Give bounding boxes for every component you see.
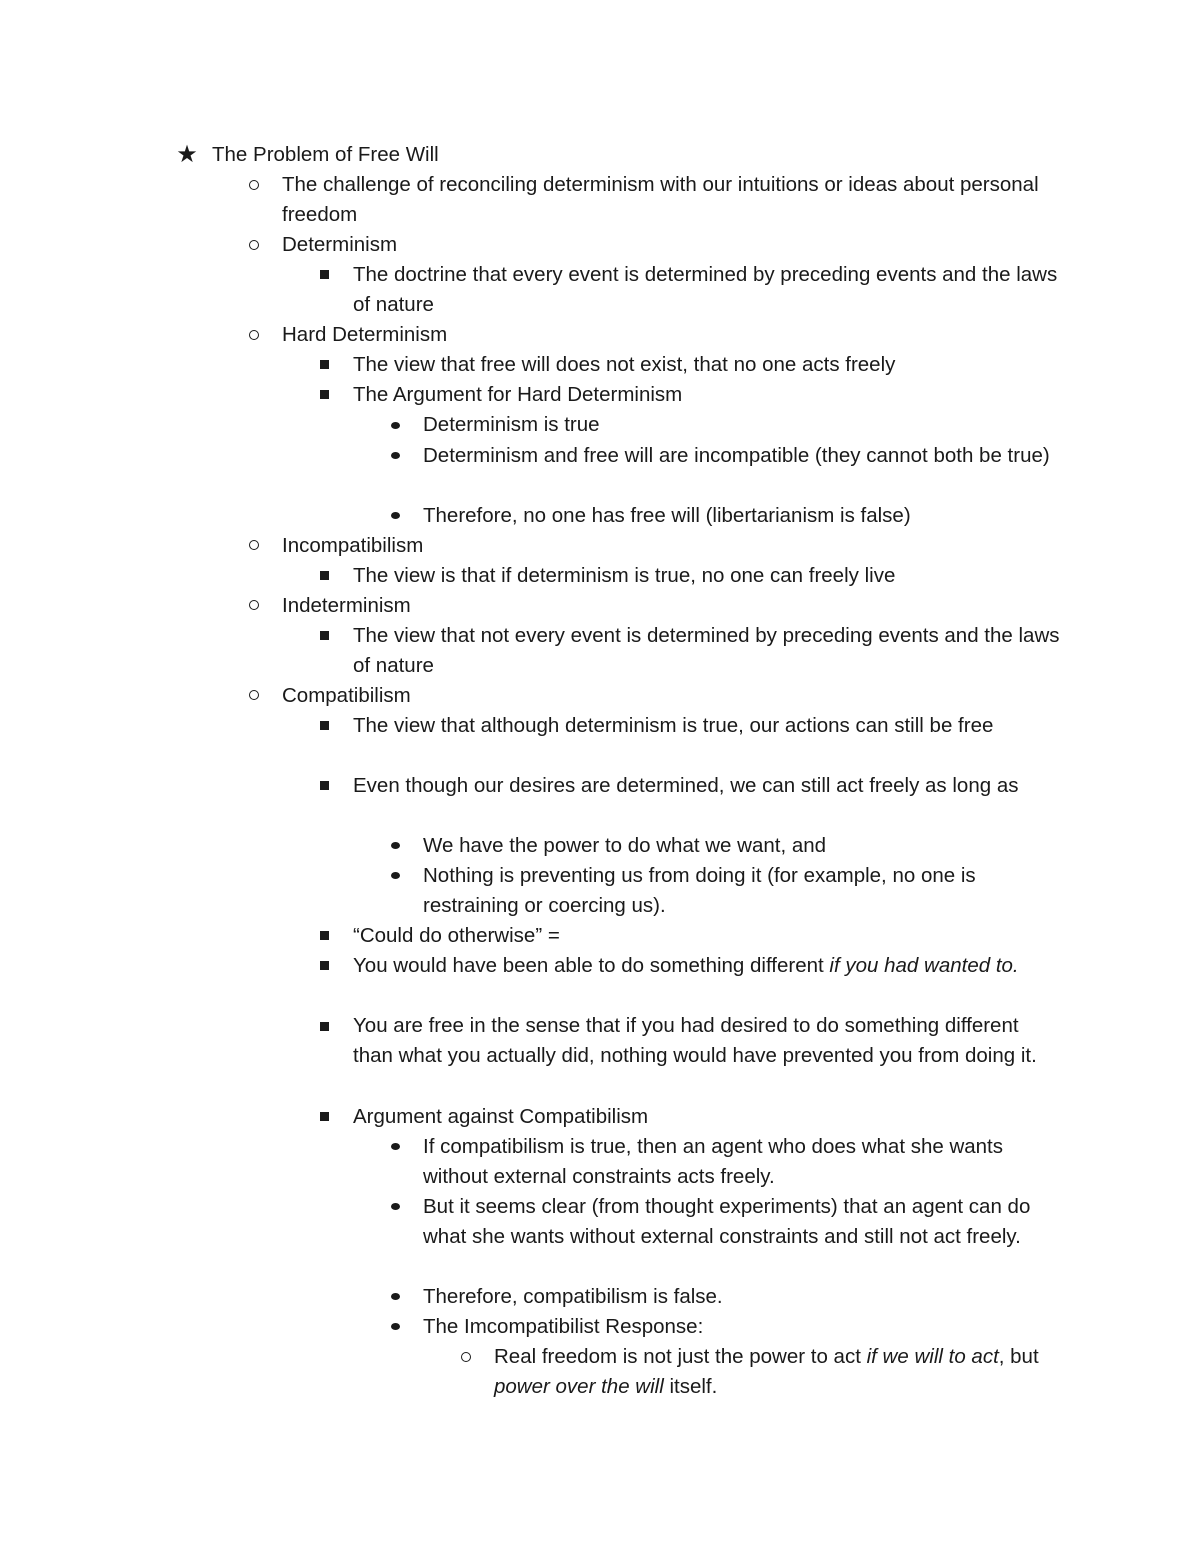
outline-item-text xyxy=(282,531,1062,561)
text-segment: Therefore, no one has free will (libertarianism is false) xyxy=(423,503,911,527)
text-segment: If compatibilism is true, then an agent who does what she wants without external constraints acts freely. xyxy=(423,1134,1004,1188)
outline-item-text xyxy=(423,1312,1062,1342)
outline-item xyxy=(0,951,1200,1011)
square-bullet-icon xyxy=(313,1102,335,1132)
outline-item xyxy=(0,681,1200,711)
square-bullet-icon xyxy=(313,561,335,591)
outline-item xyxy=(0,140,1200,170)
square-bullet-icon xyxy=(313,1011,335,1041)
outline-item-text xyxy=(423,1132,1062,1192)
disc-bullet-icon xyxy=(384,861,406,891)
outline-item-text xyxy=(423,831,1062,861)
text-segment: We have the power to do what we want, and xyxy=(423,834,827,858)
outline-item-text xyxy=(212,140,1062,170)
outline-item-text xyxy=(353,350,1062,380)
outline-item-text xyxy=(353,771,1062,801)
circle-bullet-icon xyxy=(243,230,265,260)
text-segment: Nothing is preventing us from doing it (for example, no one is restraining or coercing us). xyxy=(423,864,976,918)
outline-item xyxy=(0,621,1200,681)
square-bullet-icon xyxy=(313,621,335,651)
text-segment: The challenge of reconciling determinism with our intuitions or ideas about personal freedom xyxy=(282,173,1039,227)
text-segment: Compatibilism xyxy=(282,683,411,707)
outline-item-text xyxy=(282,170,1062,230)
circle-bullet-icon xyxy=(243,320,265,350)
outline-item-text xyxy=(423,441,1062,471)
text-segment: The view that although determinism is true, our actions can still be free xyxy=(353,713,994,737)
outline-item xyxy=(0,591,1200,621)
outline-item xyxy=(0,1192,1200,1282)
text-segment: The Imcompatibilist Response: xyxy=(423,1314,704,1338)
square-bullet-icon xyxy=(313,771,335,801)
text-segment: But it seems clear (from thought experiments) that an agent can do what she wants without external constraints and still not act freely. xyxy=(423,1194,1031,1248)
text-segment: Incompatibilism xyxy=(282,533,424,557)
outline-item-text xyxy=(353,951,1062,981)
text-segment: Determinism is true xyxy=(423,413,600,437)
disc-bullet-icon xyxy=(384,410,406,440)
outline-item xyxy=(0,531,1200,561)
square-bullet-icon xyxy=(313,951,335,981)
outline-item xyxy=(0,861,1200,921)
outline-item-text xyxy=(282,591,1062,621)
outline-item xyxy=(0,1132,1200,1192)
circle-bullet-icon xyxy=(455,1342,477,1372)
outline-item xyxy=(0,410,1200,440)
disc-bullet-icon xyxy=(384,501,406,531)
outline-item xyxy=(0,711,1200,771)
outline-item xyxy=(0,561,1200,591)
star-bullet-icon: ★ xyxy=(176,141,198,168)
text-segment: Therefore, compatibilism is false. xyxy=(423,1284,723,1308)
outline-item xyxy=(0,350,1200,380)
disc-bullet-icon xyxy=(384,831,406,861)
outline-item-text xyxy=(353,380,1062,410)
outline-item-text xyxy=(494,1342,1062,1402)
outline-item xyxy=(0,831,1200,861)
text-segment: Argument against Compatibilism xyxy=(353,1104,649,1128)
text-segment: You would have been able to do something different xyxy=(353,954,830,978)
outline-item-text xyxy=(353,921,1062,951)
outline-item xyxy=(0,260,1200,320)
outline-item xyxy=(0,1102,1200,1132)
text-segment: The Problem of Free Will xyxy=(212,143,439,166)
outline-item-text xyxy=(282,681,1062,711)
text-segment: , but xyxy=(998,1345,1039,1368)
outline-item-text xyxy=(353,621,1062,681)
disc-bullet-icon xyxy=(384,1282,406,1312)
text-segment: You are free in the sense that if you had desired to do something different than what you actually did, nothing would have prevented you from doing it. xyxy=(353,1014,1037,1068)
text-segment: Determinism xyxy=(282,233,398,257)
italic-text-segment: power over the will xyxy=(494,1375,664,1398)
outline-item-text xyxy=(423,1192,1062,1252)
disc-bullet-icon xyxy=(384,1132,406,1162)
italic-text-segment: if we will to act xyxy=(866,1345,999,1368)
disc-bullet-icon xyxy=(384,1192,406,1222)
circle-bullet-icon xyxy=(243,591,265,621)
outline-item-text xyxy=(353,260,1062,320)
outline-item xyxy=(0,441,1200,501)
outline-item-text xyxy=(353,1011,1062,1071)
text-segment: The view that not every event is determined by preceding events and the laws of nature xyxy=(353,623,1060,677)
square-bullet-icon xyxy=(313,380,335,410)
square-bullet-icon xyxy=(313,921,335,951)
outline-item-text xyxy=(353,711,1062,741)
text-segment: The view that free will does not exist, that no one acts freely xyxy=(353,353,896,377)
outline-item xyxy=(0,921,1200,951)
square-bullet-icon xyxy=(313,350,335,380)
outline-item-text xyxy=(282,320,1062,350)
outline-item xyxy=(0,501,1200,531)
outline-item xyxy=(0,380,1200,410)
outline-item xyxy=(0,1282,1200,1312)
square-bullet-icon xyxy=(313,711,335,741)
outline-item xyxy=(0,771,1200,831)
outline-item-text xyxy=(282,230,1062,260)
italic-text-segment: if you had wanted to. xyxy=(829,954,1019,978)
text-segment: Determinism and free will are incompatible (they cannot both be true) xyxy=(423,443,1050,467)
text-segment: The doctrine that every event is determined by preceding events and the laws of nature xyxy=(353,263,1058,317)
text-segment: The Argument for Hard Determinism xyxy=(353,383,683,407)
outline-item xyxy=(0,320,1200,350)
outline-item-text xyxy=(353,1102,1062,1132)
text-segment: Indeterminism xyxy=(282,593,411,617)
circle-bullet-icon xyxy=(243,531,265,561)
outline-item-text xyxy=(423,1282,1062,1312)
outline-item xyxy=(0,170,1200,230)
outline-item xyxy=(0,230,1200,260)
outline-item xyxy=(0,1011,1200,1101)
outline-item-text xyxy=(353,561,1062,591)
outline-item xyxy=(0,1312,1200,1342)
disc-bullet-icon xyxy=(384,1312,406,1342)
outline-item-text xyxy=(423,501,1062,531)
text-segment: Real freedom is not just the power to act xyxy=(494,1345,867,1368)
text-segment: itself. xyxy=(663,1375,718,1398)
square-bullet-icon xyxy=(313,260,335,290)
outline-item-text xyxy=(423,861,1062,921)
circle-bullet-icon xyxy=(243,170,265,200)
outline-item xyxy=(0,1342,1200,1402)
circle-bullet-icon xyxy=(243,681,265,711)
disc-bullet-icon xyxy=(384,441,406,471)
text-segment: Hard Determinism xyxy=(282,323,448,347)
text-segment: Even though our desires are determined, we can still act freely as long as xyxy=(353,774,1019,798)
text-segment: The view is that if determinism is true, no one can freely live xyxy=(353,563,896,587)
text-segment: “Could do otherwise” = xyxy=(353,924,560,948)
outline-item-text xyxy=(423,410,1062,440)
